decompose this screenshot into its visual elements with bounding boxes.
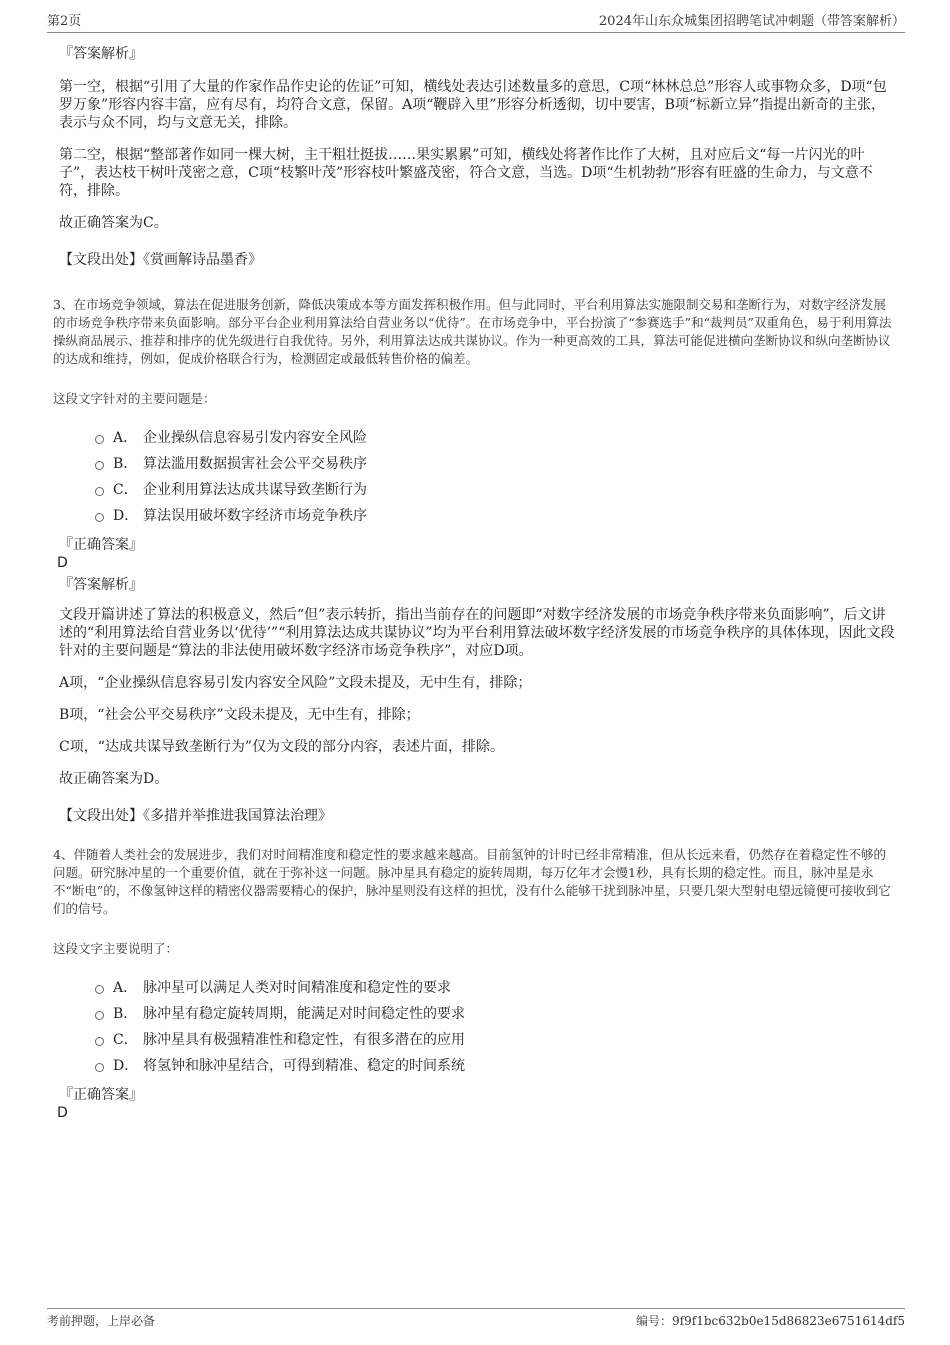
- option-text: 企业利用算法达成共谋导致垄断行为: [143, 482, 367, 498]
- q3-options: [95, 424, 897, 528]
- radio-icon[interactable]: [95, 435, 104, 444]
- prev-analysis-tag: 『答案解析』: [59, 46, 143, 62]
- option-letter: A．: [113, 980, 138, 996]
- q3-stem: 这段文字针对的主要问题是：: [53, 391, 216, 406]
- option-letter: B．: [113, 1006, 138, 1022]
- q3-option-c[interactable]: [95, 476, 897, 502]
- q4-option-c[interactable]: [95, 1026, 897, 1052]
- footer-slogan: 考前押题，上岸必备: [47, 1313, 156, 1328]
- radio-icon[interactable]: [95, 487, 104, 496]
- q3-analysis-para-3: B项，“社会公平交易秩序”文段未提及，无中生有，排除；: [59, 707, 420, 723]
- prev-answer-line: 故正确答案为C。: [59, 215, 168, 231]
- option-letter: B．: [113, 456, 138, 472]
- option-letter: C．: [113, 482, 138, 498]
- q3-correct-answer: D: [57, 555, 68, 571]
- option-text: 脉冲星可以满足人类对时间精准度和稳定性的要求: [143, 980, 451, 996]
- radio-icon[interactable]: [95, 1037, 104, 1046]
- page-header: [47, 10, 905, 33]
- q4-correct-answer: D: [57, 1105, 68, 1121]
- q4-options: [95, 974, 897, 1078]
- q3-source: 【文段出处】《多措并举推进我国算法治理》: [59, 808, 332, 824]
- prev-analysis-para-2: 第二空，根据“整部著作如同一棵大树，主干粗壮挺拔……果实累累”可知，横线处将著作比作了大树，且对应后文“每一片闪光的叶子”，表达枝干树叶茂密之意，C项“枝繁叶茂”形容枝叶繁盛茂密，符合文意，当选。D项“生机勃勃”形容有旺盛的生命力，与文意不符，排除。: [59, 147, 873, 199]
- radio-icon[interactable]: [95, 1063, 104, 1072]
- radio-icon[interactable]: [95, 1011, 104, 1020]
- q3-correct-tag: 『正确答案』: [59, 537, 143, 553]
- q4-correct-tag: 『正确答案』: [59, 1087, 143, 1103]
- q3-option-a[interactable]: [95, 424, 897, 450]
- q3-option-b[interactable]: [95, 450, 897, 476]
- option-text: 脉冲星有稳定旋转周期，能满足对时间稳定性的要求: [143, 1006, 465, 1022]
- q4-option-d[interactable]: [95, 1052, 897, 1078]
- option-letter: D．: [113, 1058, 139, 1074]
- q4-option-b[interactable]: [95, 1000, 897, 1026]
- q3-text: 3、在市场竞争领域，算法在促进服务创新，降低决策成本等方面发挥积极作用。但与此同时，平台利用算法实施限制交易和垄断行为，对数字经济发展的市场竞争秩序带来负面影响。部分平台企业利用算法给自营业务以“优待”。在市场竞争中，平台扮演了“参赛选手”和“裁判员”双重角色，易于利用算法操纵商品展示、推荐和排序的优先级进行自我优待。另外，利用算法达成共谋协议。作为一种更高效的工具，算法可能促进横向垄断协议和纵向垄断协议的达成和维持，例如，促成价格联合行为，检测固定或最低转售价格的偏差。: [53, 297, 892, 366]
- q4-stem: 这段文字主要说明了：: [53, 941, 179, 956]
- prev-source: 【文段出处】《赏画解诗品墨香》: [59, 252, 262, 268]
- option-text: 算法滥用数据损害社会公平交易秩序: [143, 456, 367, 472]
- option-text: 企业操纵信息容易引发内容安全风险: [143, 430, 367, 446]
- q3-analysis-tag: 『答案解析』: [59, 577, 143, 593]
- radio-icon[interactable]: [95, 513, 104, 522]
- option-letter: A．: [113, 430, 138, 446]
- document-title: 2024年山东众城集团招聘笔试冲刺题（带答案解析）: [598, 14, 905, 29]
- option-letter: C．: [113, 1032, 138, 1048]
- q3-option-d[interactable]: [95, 502, 897, 528]
- radio-icon[interactable]: [95, 461, 104, 470]
- option-text: 脉冲星具有极强精准性和稳定性，有很多潜在的应用: [143, 1032, 465, 1048]
- page-footer: [47, 1308, 905, 1331]
- radio-icon[interactable]: [95, 985, 104, 994]
- q3-analysis-para-1: 文段开篇讲述了算法的积极意义，然后“但”表示转折，指出当前存在的问题即“对数字经济发展的市场竞争秩序带来负面影响”，后文讲述的“利用算法给自营业务以‘优待’”“利用算法达成共谋协议”均为平台利用算法破坏数字经济发展的市场竞争秩序的具体体现，因此文段针对的主要问题是“算法的非法使用破坏数字经济市场竞争秩序”，对应D项。: [59, 607, 895, 659]
- document-id: 编号：9f9f1bc632b0e15d86823e6751614df5: [636, 1313, 905, 1328]
- q3-analysis-para-4: C项，“达成共谋导致垄断行为”仅为文段的部分内容，表述片面，排除。: [59, 739, 505, 755]
- q3-answer-line: 故正确答案为D。: [59, 771, 169, 787]
- option-text: 算法误用破坏数字经济市场竞争秩序: [143, 508, 367, 524]
- q4-text: 4、伴随着人类社会的发展进步，我们对时间精准度和稳定性的要求越来越高。目前氢钟的计时已经非常精准，但从长远来看，仍然存在着稳定性不够的问题。研究脉冲星的一个重要价值，就在于弥补这一问题。脉冲星具有稳定的旋转周期，每万亿年才会慢1秒，具有长期的稳定性。而且，脉冲星是永不“断电”的，不像氢钟这样的精密仪器需要精心的保护，脉冲星则没有这样的担忧，没有什么能够干扰到脉冲星，只要几架大型射电望远镜便可接收到它们的信号。: [53, 847, 891, 916]
- q4-option-a[interactable]: [95, 974, 897, 1000]
- option-letter: D．: [113, 508, 139, 524]
- prev-analysis-para-1: 第一空，根据“引用了大量的作家作品作史论的佐证”可知，横线处表达引述数量多的意思，C项“林林总总”形容人或事物众多，D项“包罗万象”形容内容丰富，应有尽有，均符合文意，保留。A项“鞭辟入里”形容分析透彻，切中要害，B项“标新立异”指提出新奇的主张，表示与众不同，均与文意无关，排除。: [59, 79, 887, 131]
- option-text: 将氢钟和脉冲星结合，可得到精准、稳定的时间系统: [143, 1058, 465, 1074]
- q3-analysis-para-2: A项，“企业操纵信息容易引发内容安全风险”文段未提及，无中生有，排除；: [59, 675, 532, 691]
- page-content: [53, 44, 897, 1122]
- page-number: 第2页: [47, 14, 82, 29]
